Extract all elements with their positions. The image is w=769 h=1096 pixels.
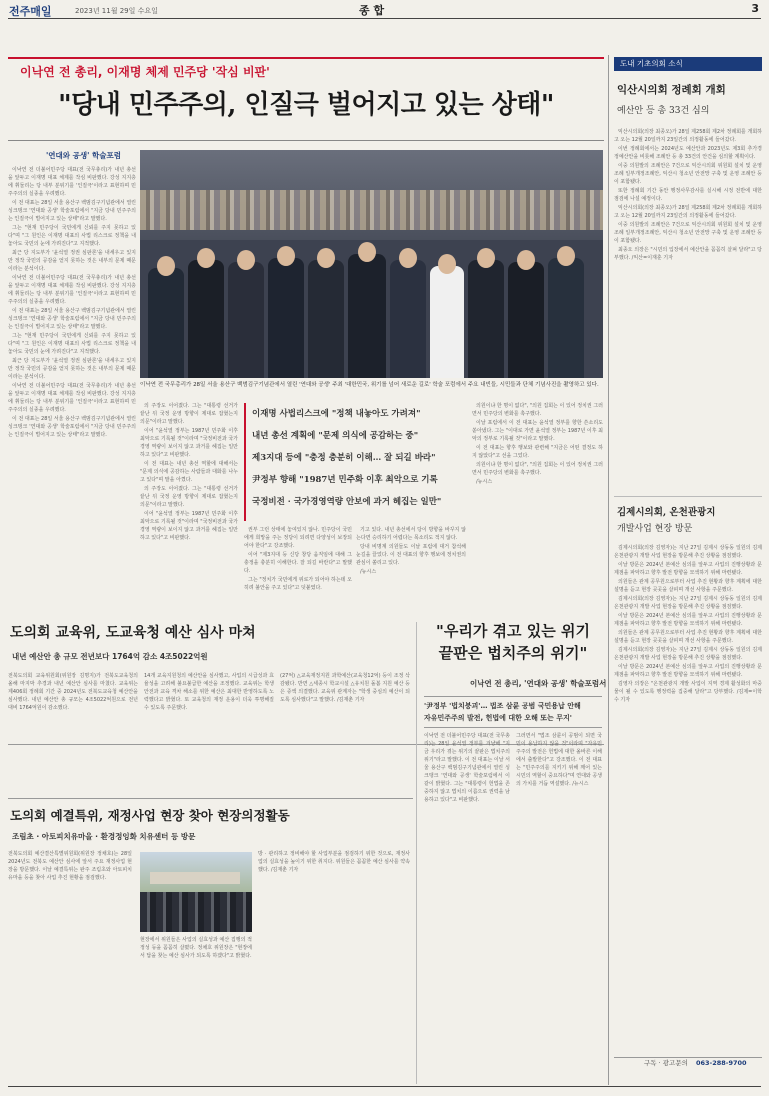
spacer <box>8 628 9 629</box>
visit-photo <box>140 852 252 932</box>
crisis-title-line: 끝판은 법치주의 위기" <box>438 644 588 662</box>
paragraph: 김영자 의장은 "온천관광지 개발 사업이 지역 경제 활성화의 마중물이 될 수 있도록 행정력을 집중해 달라"고 당부했다. /김제=이학수 기자 <box>614 681 762 703</box>
visit-column-3: 방 · 관리하고 정비해야 할 사업부분을 점검하기 위한 것으로, 재정사업의 실효성을 높이기 위한 취지다. 위원들은 꼼꼼한 예산 심사를 약속했다. /김재춘 기자 <box>258 851 410 873</box>
paragraph: 기고 있다. 내년 총선에서 당이 방향을 바꾸지 않는다면 승리하기 어렵다는 목소리도 적지 않다. <box>356 527 466 541</box>
page-number: 3 <box>751 2 759 15</box>
paragraph: 이 전 대표는 28일 서울 용산구 백범김구기념관에서 열린 싱크탱크 '연대와 공생' 학술포럼에서 "지금 당내 민주주의는 인질극이 벌어지고 있는 상태"라고 말했다. <box>8 308 136 330</box>
kicker-rule <box>8 57 604 59</box>
crisis-pull-line: 자유민주주의 발전, 헌법에 대한 오해 또는 무지' <box>424 714 572 722</box>
crisis-pull-line: '尹정부 '법치붕괴'… 법조 삼륜 공범 국민용납 안해 <box>424 702 581 710</box>
photo-face <box>317 248 335 268</box>
paragraph: 의 주장도 이어졌다. 그는 "대통령 선거가 끝난 뒤 국정 운영 방향이 제대로 잡혔는지 의문"이라고 말했다. <box>140 486 238 508</box>
subscription-footer <box>614 1057 762 1069</box>
paragraph: 권부 그런 상태에 놓여있지 않나. 민주당이 국민에게 희망을 주는 정당이 되려면 다양성이 보장되어야 한다"고 강조했다. <box>244 527 352 549</box>
paragraph: 그는 "정치가 국민에게 위로가 되어야 하는데 오히려 불안을 주고 있다"고 덧붙였다. <box>244 577 352 591</box>
paragraph: 이낙연 전 더불어민주당 대표(전 국무총리)가 내년 총선을 앞두고 이재명 대표 체제를 작심 비판했다. 강성 지지층에 휘둘리는 당 내부 분위기를 '인질극'이라고 표현하며 민주주의의 실종을 우려했다. <box>8 275 136 305</box>
photo-person <box>548 258 584 378</box>
paragraph: 의원이냐 한 명이 없다", "의원 집회는 이 있어 정치권 그러면서 민주당의 변화를 촉구했다. <box>472 403 603 417</box>
paragraph: 이어 "제3지대 등 신당 창당 움직임에 대해 그 충정을 충분히 이해한다. 잘 되길 바란다"고 말했다. <box>244 552 352 574</box>
photo-face <box>438 254 456 274</box>
edu-column-1: 전북도의회 교육위원회(위원장 김명지)가 전북도교육청의 올해 마지막 추경과 내년 예산안 심사를 마쳤다. 교육위는 제406회 정례회 기간 중 2024년도 전북도교육청 예산안을 심사했다. 내년 예산안 총 규모는 4조5022억원으로 전년 대비 1764억원이 감소했다. <box>8 673 138 711</box>
photo-face <box>557 246 575 266</box>
crisis-title <box>424 620 602 664</box>
photo-person <box>148 268 184 378</box>
visit-column-1: 전북도의회 예산결산특별위원회(위원장 정채호)는 28일 2024년도 전북도 예산안 심사에 앞서 주요 재정사업 현장을 방문했다. 이날 예결특위는 완주 조림초와 아토피치유마을 등을 찾아 사업 추진 현황을 점검했다. <box>8 851 132 881</box>
sidebar-story-2-body <box>614 544 762 1050</box>
photo-face <box>237 250 255 270</box>
paragraph: 이 전 대표는 향후 행보와 관련해 "지금은 어떤 결정도 하지 않았다"고 선을 그었다. <box>472 445 603 459</box>
photo-face <box>517 250 535 270</box>
edu-column-3: (27억) △교육재정지원 과학예산(교육청12억) 등이 조정 삭감됐다. 반면 △세종시 학교시설 △유치원 돌봄 지원 예산 등은 증액 의결했다. 교육위 관계자는 "학생 중심의 예산이 되도록 심사했다"고 말했다. /김재춘 기자 <box>280 673 410 703</box>
photo-person <box>430 266 464 378</box>
paragraph: 익산시의회(의장 최종오)가 28일 제258회 제2차 정례회를 개회하고 오는 12월 20일까지 23일간의 의정활동에 들어갔다. <box>614 129 762 143</box>
crisis-subtitle: 이낙연 전 총리, '연대와 공생' 학술포럼서 <box>470 679 607 688</box>
paragraph: 최종오 의장은 "시민의 입장에서 예산안을 꼼꼼히 살펴 달라"고 당부했다. /익산=이재훈 기자 <box>614 247 762 261</box>
pullquote-line: 이재명 사법리스크에 "정책 내놓아도 가려져" <box>252 409 421 419</box>
paragraph: 이날 포럼에서 이 전 대표는 윤석열 정부를 향한 쓴소리도 쏟아냈다. 그는 "이대로 가면 윤석열 정부는 1987년 이후 최악의 정부로 기록될 것"이라고 말했다. <box>472 420 603 442</box>
masthead-rule <box>8 18 761 19</box>
photo-person <box>228 262 264 378</box>
paragraph: 의원들은 관계 공무원으로부터 사업 추진 현황과 향후 계획에 대한 설명을 듣고 현장 곳곳을 살피며 개선 사항을 주문했다. <box>614 630 762 644</box>
page-bottom-rule <box>8 1086 761 1087</box>
lead-photo <box>140 150 603 378</box>
issue-date: 2023년 11월 29일 수요일 <box>75 7 158 15</box>
visit-column-2: 현장에서 위원들은 사업의 실효성과 예산 집행의 적정성 등을 꼼꼼히 살폈다. 정채호 위원장은 "현장에서 답을 찾는 예산 심사가 되도록 하겠다"고 밝혔다. <box>140 937 252 959</box>
pullquote-line: 尹정부 향해 "1987년 민주화 이후 최악으로 기록 <box>252 475 438 485</box>
lead-kicker-wrap <box>8 57 604 59</box>
edu-column-2: 14개 교육지원청의 예산안을 심사했고, 사업의 시급성과 효율성을 고려해 불요불급한 예산을 조정했다. 교육위는 학생 안전과 교육 격차 해소를 위한 예산은 최대한 반영하도록 노력했다고 밝혔다. 또 교육청의 재정 운용이 더욱 투명해질 수 있도록 주문했다. <box>144 673 274 711</box>
paragraph: 이날 방문은 2024년 본예산 심의를 앞두고 사업의 진행상황과 문제점을 파악하고 향후 발전 방향을 모색하기 위해 마련됐다. <box>614 613 762 627</box>
photo-face <box>399 248 417 268</box>
paragraph: 그는 "현재 민주당이 국민에게 신뢰를 주지 못하고 있다"며 "그 원인은 이재명 대표의 사법 리스크로 정책을 내놓아도 국민의 눈에 가려진다"고 지적했다. <box>8 333 136 355</box>
column-divider <box>608 55 609 1085</box>
sidebar-story-1-title: 익산시의회 정례회 개회 <box>617 84 726 96</box>
sidebar-label <box>614 57 762 71</box>
paragraph: 이 전 대표는 내년 총선 역할에 대해서는 "문제 의식에 공감하는 사람들과 대화를 나누고 있다"며 말을 아꼈다. <box>140 461 238 483</box>
pullquote-line: 국정비전 · 국가경영역량 안보에 과거 헤집는 일만" <box>252 497 442 507</box>
book-label: '연대와 공생' 학술포럼 <box>46 151 122 160</box>
lower-divider <box>416 622 417 1084</box>
photo-person <box>468 260 504 378</box>
photo-person <box>308 260 344 378</box>
paragraph: 이낙연 전 더불어민주당 대표(전 국무총리)가 내년 총선을 앞두고 이재명 대표 체제를 작심 비판했다. 강성 지지층에 휘둘리는 당 내부 분위기를 '인질극'이라고 표현하며 민주주의의 실종을 우려했다. <box>8 383 136 413</box>
paragraph: /뉴시스 <box>476 479 493 485</box>
paragraph: 또한 정례회 기간 동안 행정사무감사를 실시해 시정 전반에 대한 점검에 나설 예정이다. <box>614 188 762 202</box>
paragraph: 의원들은 관계 공무원으로부터 사업 추진 현황과 향후 계획에 대한 설명을 듣고 현장 곳곳을 살피며 개선 사항을 주문했다. <box>614 579 762 593</box>
paragraph: 이날 방문은 2024년 본예산 심의를 앞두고 사업의 진행상황과 문제점을 파악하고 향후 발전 방향을 모색하기 위해 마련됐다. <box>614 664 762 678</box>
paragraph: 이중 의원발의 조례안은 7건으로 익산시의회 위원회 설치 및 운영 조례 일부개정조례안, 익산시 청소년 안전망 구축 및 운영 조례안 등이 포함됐다. <box>614 222 762 244</box>
paragraph: 이날 방문은 2024년 본예산 심의를 앞두고 사업의 진행상황과 문제점을 파악하고 향후 발전 방향을 모색하기 위해 마련됐다. <box>614 562 762 576</box>
sidebar-story-1-body <box>614 128 762 494</box>
paragraph: 의원이냐 한 명이 없다", "의원 집회는 이 있어 정치권 그러면서 민주당의 변화를 촉구했다. <box>472 462 603 476</box>
footer-label: 구독 · 광고문의 <box>644 1059 688 1067</box>
paragraph: 김제시의회(의장 김영자)는 지난 27일 김제시 상동동 일원의 김제 온천관광지 개발 사업 현장을 방문해 추진 상황을 점검했다. <box>614 647 762 661</box>
photo-crowd-back <box>140 190 603 230</box>
paragraph: 이낙연 전 더불어민주당 대표(전 국무총리)가 내년 총선을 앞두고 이재명 대표 체제를 작심 비판했다. 강성 지지층에 휘둘리는 당 내부 분위기를 '인질극'이라고 표현하며 민주주의의 실종을 우려했다. <box>8 167 136 197</box>
paragraph: 최근 당 지도부가 '윤석열 정권 심판론'을 내세우고 있지만 정작 국민의 공감을 얻지 못하는 것은 내부의 문제 때문이라는 분석이다. <box>8 250 136 272</box>
paragraph: 김제시의회(의장 김영자)는 지난 27일 김제시 상동동 일원의 김제 온천관광지 개발 사업 현장을 방문해 추진 상황을 점검했다. <box>614 545 762 559</box>
photo-face <box>477 248 495 268</box>
photo-face <box>197 248 215 268</box>
photo-face <box>157 256 175 276</box>
photo-caption: 이낙연 전 국무총리가 28일 서울 용산구 백범김구기념관에서 열린 '연대와 공생' 주최 '대한민국, 위기를 넘어 새로운 길로' 학술 포럼에서 주요 내빈들, 시민들과 단체 기념사진을 촬영하고 있다. <box>140 382 599 388</box>
pullquote-line: 내년 총선 계획에 "문제 의식에 공감하는 중" <box>252 431 419 441</box>
paragraph: 그는 "현재 민주당이 국민에게 신뢰를 주지 못하고 있다"며 "그 원인은 이재명 대표의 사법 리스크로 정책을 내놓아도 국민의 눈에 가려진다"고 지적했다. <box>8 225 136 247</box>
photo-person <box>188 260 224 378</box>
photo-person <box>348 254 386 378</box>
paper-name: 전주매일 <box>9 5 52 18</box>
sidebar-label-text: 도내 기초의회 소식 <box>620 59 683 68</box>
sidebar-story-1-subtitle: 예산안 등 총 33건 심의 <box>617 106 710 116</box>
paragraph: 당내 비명계 의원들도 이날 포럼에 대거 참석해 눈길을 끌었다. 이 전 대표의 향후 행보에 정치권의 관심이 쏠리고 있다. <box>356 544 466 566</box>
photo-person <box>508 262 544 378</box>
paragraph: 이 전 대표는 28일 서울 용산구 백범김구기념관에서 열린 싱크탱크 '연대와 공생' 학술포럼에서 "지금 당내 민주주의는 인질극이 벌어지고 있는 상태"라고 말했다. <box>8 416 136 438</box>
crisis-title-line: "우리가 겪고 있는 위기 <box>436 622 590 640</box>
crisis-column-1: 이낙연 전 더불어민주당 대표(전 국무총리)는 28일 윤석열 정부를 겨냥해 "지금 우리가 겪는 위기의 끝판은 법치주의 위기"라고 말했다. 이 전 대표는 이날 서울 용산구 백범김구기념관에서 열린 싱크탱크 '연대와 공생' 학술포럼에서 이같이 밝혔다. 그는 "대통령이 헌법을 존중하지 않고 법치의 이름으로 권력을 남용하고 있다"고 비판했다. <box>424 733 510 803</box>
lead-kicker: 이낙연 전 총리, 이재명 체제 민주당 '작심 비판' <box>20 65 270 79</box>
lead-pullquote <box>244 403 475 521</box>
crisis-pullquote <box>424 696 602 728</box>
paragraph: 이 전 대표는 28일 서울 용산구 백범김구기념관에서 열린 싱크탱크 '연대와 공생' 학술포럼에서 "지금 당내 민주주의는 인질극이 벌어지고 있는 상태"라고 말했다. <box>8 200 136 222</box>
visit-rule <box>8 798 413 799</box>
visit-title: 도의회 예결특위, 재정사업 현장 찾아 현장의정활동 <box>10 808 290 823</box>
visit-photo-group <box>140 892 252 932</box>
paragraph: 김제시의회(의장 김영자)는 지난 27일 김제시 상동동 일원의 김제 온천관광지 개발 사업 현장을 방문해 추진 상황을 점검했다. <box>614 596 762 610</box>
masthead <box>9 2 761 18</box>
paragraph: 이중 의원발의 조례안은 7건으로 익산시의회 위원회 설치 및 운영 조례 일부개정조례안, 익산시 청소년 안전망 구축 및 운영 조례안 등이 포함됐다. <box>614 163 762 185</box>
photo-face <box>277 246 295 266</box>
edu-subtitle: 내년 예산안 총 규모 전년보다 1764억 감소 4조5022억원 <box>12 652 208 661</box>
paragraph: 이어 "윤석열 정부는 1987년 민주화 이후 최악으로 기록될 것"이라며 "국정비전과 국가경영 역량이 보이지 않고 과거를 헤집는 일만 하고 있다"고 비판했다. <box>140 428 238 458</box>
pullquote-line: 제3지대 등에 "충정 충분히 이해… 잘 되길 바라" <box>252 453 436 463</box>
paragraph: 이어 "윤석열 정부는 1987년 민주화 이후 최악으로 기록될 것"이라며 "국정비전과 국가경영 역량이 보이지 않고 과거를 헤집는 일만 하고 있다"고 비판했다. <box>140 511 238 541</box>
photo-person <box>268 258 304 378</box>
visit-subtitle: 조림초 · 아토피치유마을 · 환경정잉화 치유센터 등 방문 <box>12 832 196 841</box>
sidebar-story-2-subtitle: 개발사업 현장 방문 <box>617 524 693 534</box>
visit-photo-banner <box>150 872 240 884</box>
sidebar-rule <box>614 496 762 497</box>
photo-people <box>140 228 603 378</box>
paragraph: 최근 당 지도부가 '윤석열 정권 심판론'을 내세우고 있지만 정작 국민의 공감을 얻지 못하는 것은 내부의 문제 때문이라는 분석이다. <box>8 358 136 380</box>
edu-title: 도의회 교육위, 도교육청 예산 심사 마쳐 <box>10 625 256 641</box>
photo-face <box>358 242 376 262</box>
lead-headline: "당내 민주주의, 인질극 벌어지고 있는 상태" <box>58 90 554 120</box>
headline-rule <box>8 140 604 141</box>
photo-person <box>390 260 426 378</box>
paragraph: 의 주장도 이어졌다. 그는 "대통령 선거가 끝난 뒤 국정 운영 방향이 제대로 잡혔는지 의문"이라고 말했다. <box>140 403 238 425</box>
sidebar-story-2-title: 김제시의회, 온천관광지 <box>617 507 716 518</box>
paragraph: 이번 정례회에서는 2024년도 예산안과 2023년도 제3회 추가경정예산안을 비롯해 조례안 등 총 33건의 안건을 심의할 계획이다. <box>614 146 762 160</box>
footer-phone: 063-288-9700 <box>695 1059 747 1067</box>
section-name: 종 합 <box>359 4 385 17</box>
crisis-column-2: 그러면서 "법조 삼륜이 공범이 되면 국민이 용납하지 않을 것"이라며 "자유민주주의 발전은 헌법에 대한 올바른 이해에서 출발한다"고 강조했다. 이 전 대표는 "민주주의를 지키기 위해 깨어 있는 시민의 역할이 중요하다"며 연대와 공생의 가치를 거듭 역설했다. /뉴시스 <box>516 733 602 787</box>
paragraph: /뉴시스 <box>360 569 377 575</box>
paragraph: 익산시의회(의장 최종오)가 28일 제258회 제2차 정례회를 개회하고 오는 12월 20일까지 23일간의 의정활동에 들어갔다. <box>614 205 762 219</box>
